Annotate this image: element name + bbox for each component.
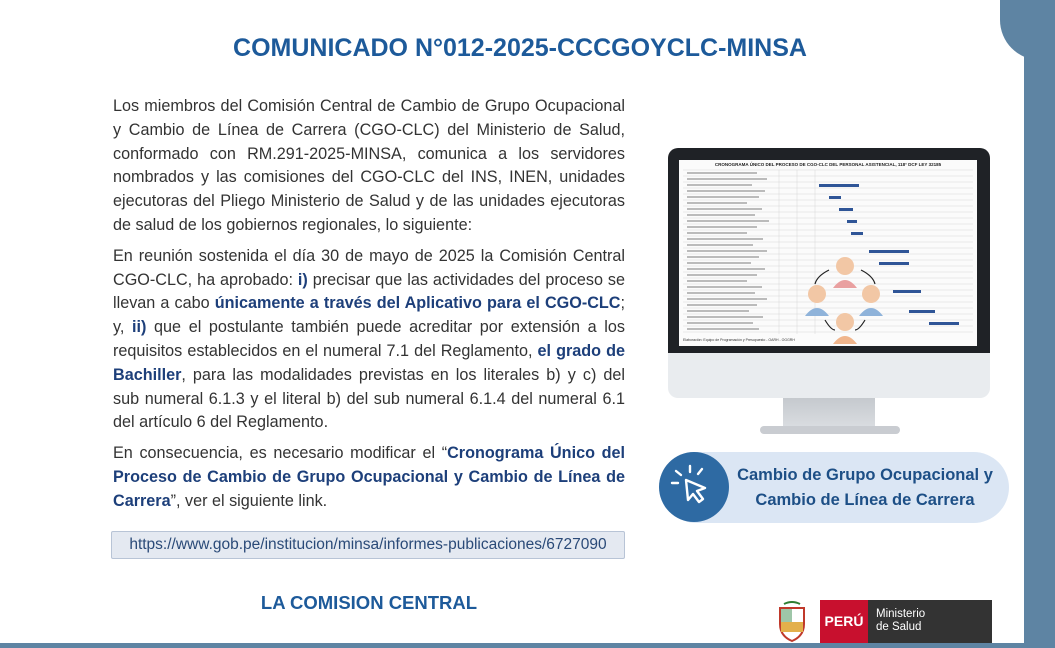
monitor-screen — [679, 160, 977, 346]
ministry-logo — [772, 600, 992, 643]
paragraph-3: En consecuencia, es necesario modificar el “Cronograma Único del Proceso de Cambio de Grupo Ocupacional y Cambio de Línea de Carrera”, ver el siguiente link. — [113, 444, 625, 510]
coat-of-arms-icon — [772, 600, 812, 643]
schedule-doc-title: CRONOGRAMA ÚNICO DEL PROCESO DE CGO-CLC DEL PERSONAL ASISTENCIAL, 118° DCF LEY 32185 — [714, 162, 942, 167]
schedule-doc-footer: Elaboración: Equipo de Programación y Presupuesto - OARH - OGGRH — [683, 338, 795, 342]
ministry-label-line-2: de Salud — [876, 621, 922, 633]
people-network-illustration — [805, 257, 883, 344]
monitor-base — [760, 426, 900, 434]
announcement-body — [113, 95, 625, 521]
badge-line-2: Cambio de Línea de Carrera — [755, 491, 975, 509]
badge-line-1: Cambio de Grupo Ocupacional y — [737, 466, 993, 484]
paragraph-2: En reunión sostenida el día 30 de mayo de 2025 la Comisión Central CGO-CLC, ha aprobado: i) precisar que las actividades del proceso se llevan a cabo únicamente a través del Aplicativo para el CGO-CLC; y, ii) que el postulante también puede acreditar por extensión a los requisitos establecidos en el numeral 7.1 del Reglamento, el grado de Bachiller, para las modalidades previstas en los literales b) y c) del sub numeral 6.1.3 y el literal b) del sub numeral 6.1.4 del numeral 6.1 del artículo 6 del Reglamento. — [113, 246, 625, 432]
cronograma-link[interactable]: https://www.gob.pe/institucion/minsa/informes-publicaciones/6727090 — [111, 531, 625, 559]
ministry-label-line-1: Ministerio — [876, 608, 926, 620]
ministry-label — [868, 600, 992, 643]
monitor-stand — [783, 398, 875, 428]
page-title: COMUNICADO N°012-2025-CCCGOYCLC-MINSA — [233, 34, 807, 62]
paragraph-1: Los miembros del Comisión Central de Cambio de Grupo Ocupacional y Cambio de Línea de Carrera (CGO-CLC) del Ministerio de Salud, conformado con RM.291-2025-MINSA, comunica a los servidores nombrados y las comisiones del CGO-CLC del INS, INEN, unidades ejecutoras del Pliego Ministerio de Salud y de las unidades ejecutoras de salud de los gobiernos regionales, lo siguiente: — [113, 97, 625, 234]
schedule-gantt-graphic — [679, 160, 977, 346]
signature: LA COMISION CENTRAL — [260, 592, 478, 613]
cursor-click-icon — [659, 452, 729, 522]
monitor-chin — [668, 353, 990, 398]
peru-label: PERÚ — [820, 600, 868, 643]
right-background-strip — [1024, 0, 1055, 550]
topic-badge-text — [720, 463, 1010, 513]
